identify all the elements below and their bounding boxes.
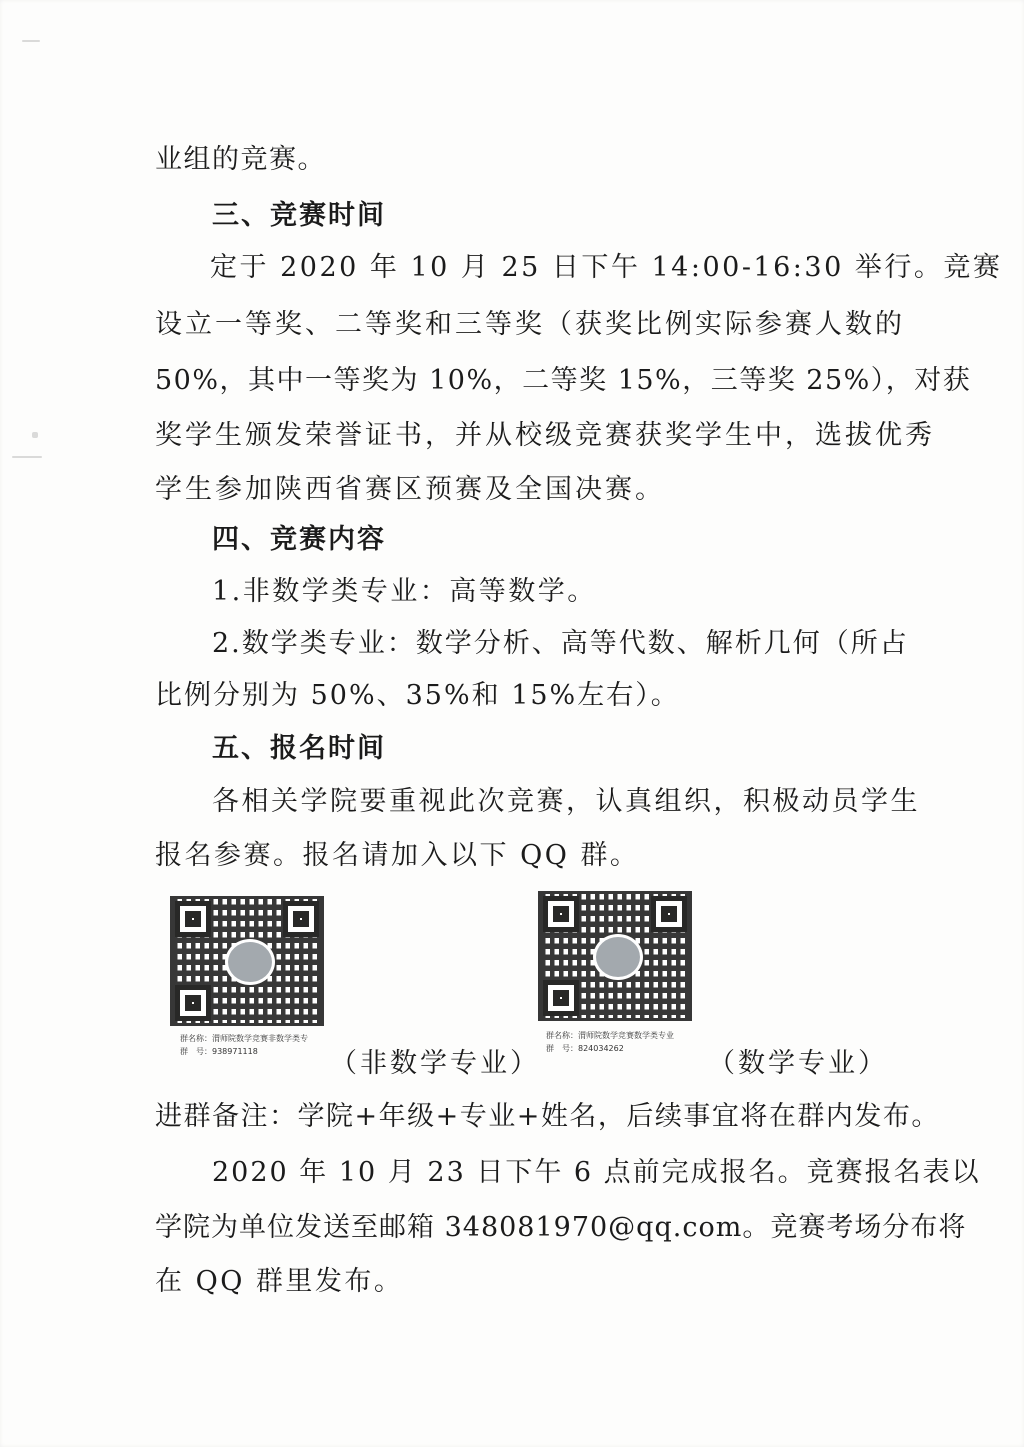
group-avatar-icon [225,939,275,985]
qr-group-number: 群 号：824034262 [546,1044,624,1053]
paragraph-line: 定于 2020 年 10 月 25 日下午 14:00-16:30 举行。竞赛 [210,252,1003,283]
qr-group-number: 群 号：938971118 [180,1047,258,1056]
qr-label-non-math: （非数学专业） [330,1048,540,1079]
paragraph-line: 奖学生颁发荣誉证书，并从校级竞赛获奖学生中，选拔优秀 [155,420,935,451]
paragraph-line: 2020 年 10 月 23 日下午 6 点前完成报名。竞赛报名表以 [212,1157,981,1188]
paragraph-line: 业组的竞赛。 [155,144,326,175]
paragraph-line: 在 QQ 群里发布。 [155,1266,404,1297]
section-heading-competition-time: 三、竞赛时间 [212,200,386,231]
section-heading-competition-content: 四、竞赛内容 [212,524,386,555]
paragraph-line: 设立一等奖、二等奖和三等奖（获奖比例实际参赛人数的 [155,309,905,340]
qq-group-qr-code-math [538,891,692,1021]
paragraph-line: 2.数学类专业：数学分析、高等代数、解析几何（所占 [212,628,909,659]
qr-label-math: （数学专业） [708,1048,888,1079]
paragraph-line: 50%，其中一等奖为 10%，二等奖 15%，三等奖 25%），对获 [155,365,972,396]
paragraph-line: 报名参赛。报名请加入以下 QQ 群。 [155,840,640,871]
qr-group-name: 群名称：渭师院数学竞赛非数学类专 [180,1034,308,1043]
scan-mark [22,40,40,42]
paragraph-line: 进群备注：学院+年级+专业+姓名，后续事宜将在群内发布。 [155,1101,940,1132]
scan-mark [12,456,42,458]
group-avatar-icon [593,934,643,980]
qr-group-name: 群名称：渭师院数学竞赛数学类专业 [546,1031,674,1040]
paragraph-line: 学院为单位发送至邮箱 348081970@qq.com。竞赛考场分布将 [155,1212,967,1243]
paragraph-line: 各相关学院要重视此次竞赛，认真组织，积极动员学生 [212,786,920,817]
section-heading-registration-time: 五、报名时间 [212,733,386,764]
paragraph-line: 比例分别为 50%、35%和 15%左右）。 [155,680,680,711]
paragraph-line: 学生参加陕西省赛区预赛及全国决赛。 [155,474,665,505]
scan-mark [32,432,38,438]
qq-group-qr-code-non-math [170,896,324,1026]
paragraph-line: 1.非数学类专业：高等数学。 [212,576,597,607]
